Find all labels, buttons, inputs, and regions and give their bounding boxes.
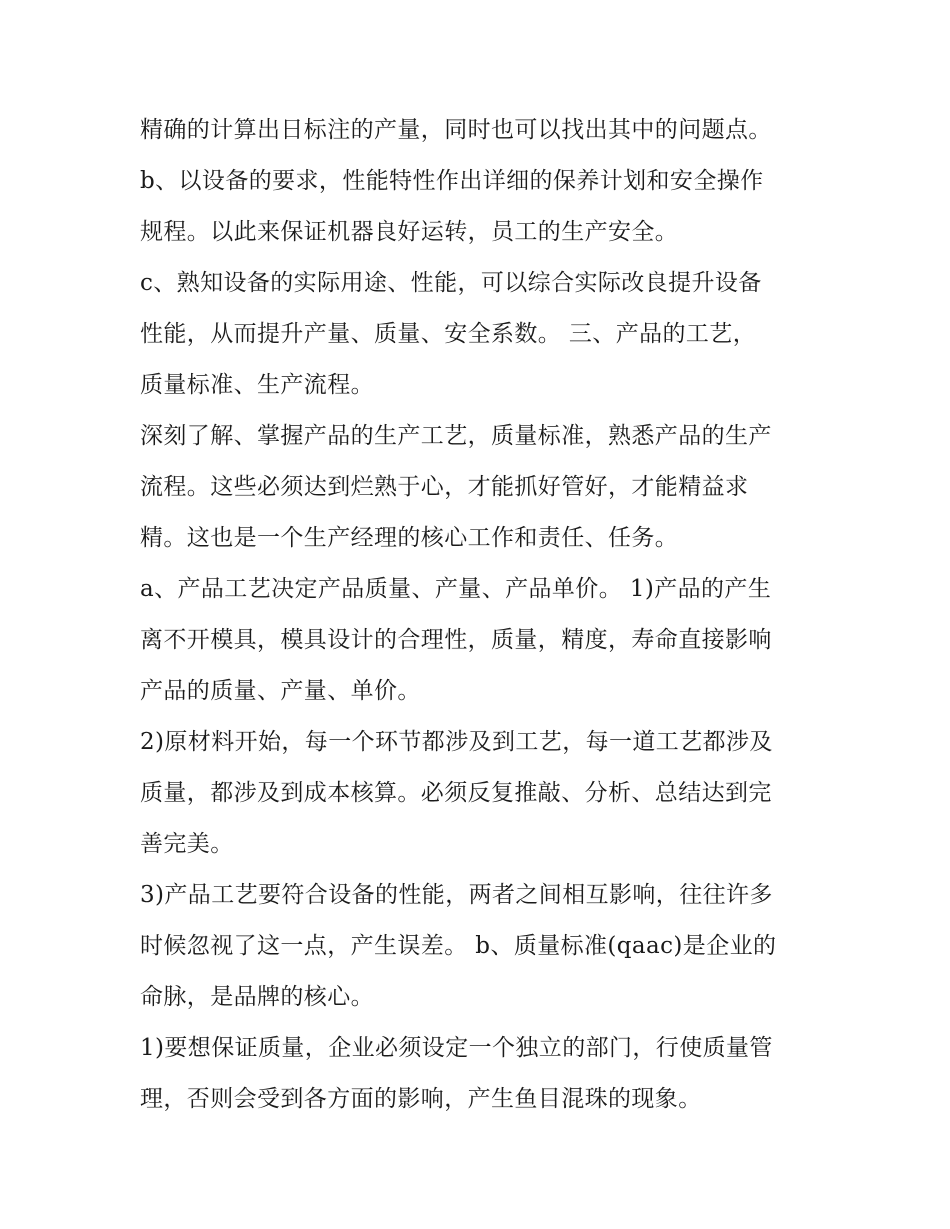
text-line: 时候忽视了这一点，产生误差。 b、质量标准(qaac)是企业的 bbox=[140, 933, 777, 959]
paragraph bbox=[140, 717, 820, 870]
paragraph bbox=[140, 105, 820, 156]
text-line: a、产品工艺决定产品质量、产量、产品单价。 1)产品的产生 bbox=[140, 576, 772, 602]
paragraph bbox=[140, 870, 820, 1023]
text-line: 1)要想保证质量，企业必须设定一个独立的部门，行使质量管 bbox=[140, 1035, 773, 1061]
text-line: 精确的计算出日标注的产量，同时也可以找出其中的问题点。 bbox=[140, 117, 772, 143]
text-line: 2)原材料开始，每一个环节都涉及到工艺，每一道工艺都涉及 bbox=[140, 729, 773, 755]
text-line: 质量标准、生产流程。 bbox=[140, 372, 374, 398]
paragraph bbox=[140, 1023, 820, 1125]
text-line: 产品的质量、产量、单价。 bbox=[140, 678, 421, 704]
text-line: 理，否则会受到各方面的影响，产生鱼目混珠的现象。 bbox=[140, 1086, 702, 1112]
text-line: 命脉，是品牌的核心。 bbox=[140, 984, 374, 1010]
paragraph bbox=[140, 411, 820, 564]
text-line: b、以设备的要求，性能特性作出详细的保养计划和安全操作 bbox=[140, 168, 764, 194]
text-line: 离不开模具，模具设计的合理性，质量，精度，寿命直接影响 bbox=[140, 627, 772, 653]
text-line: 性能，从而提升产量、质量、安全系数。 三、产品的工艺， bbox=[140, 321, 757, 347]
text-line: 流程。这些必须达到烂熟于心，才能抓好管好，才能精益求 bbox=[140, 474, 749, 500]
paragraph bbox=[140, 564, 820, 717]
text-line: 3)产品工艺要符合设备的性能，两者之间相互影响，往往许多 bbox=[140, 882, 773, 908]
text-line: c、熟知设备的实际用途、性能，可以综合实际改良提升设备 bbox=[140, 270, 762, 296]
paragraph bbox=[140, 258, 820, 411]
text-line: 善完美。 bbox=[140, 831, 234, 857]
text-line: 深刻了解、掌握产品的生产工艺，质量标准，熟悉产品的生产 bbox=[140, 423, 772, 449]
text-line: 规程。以此来保证机器良好运转，员工的生产安全。 bbox=[140, 219, 679, 245]
text-line: 精。这也是一个生产经理的核心工作和责任、任务。 bbox=[140, 525, 679, 551]
text-line: 质量，都涉及到成本核算。必须反复推敲、分析、总结达到完 bbox=[140, 780, 772, 806]
document-body bbox=[140, 105, 820, 1125]
paragraph bbox=[140, 156, 820, 258]
